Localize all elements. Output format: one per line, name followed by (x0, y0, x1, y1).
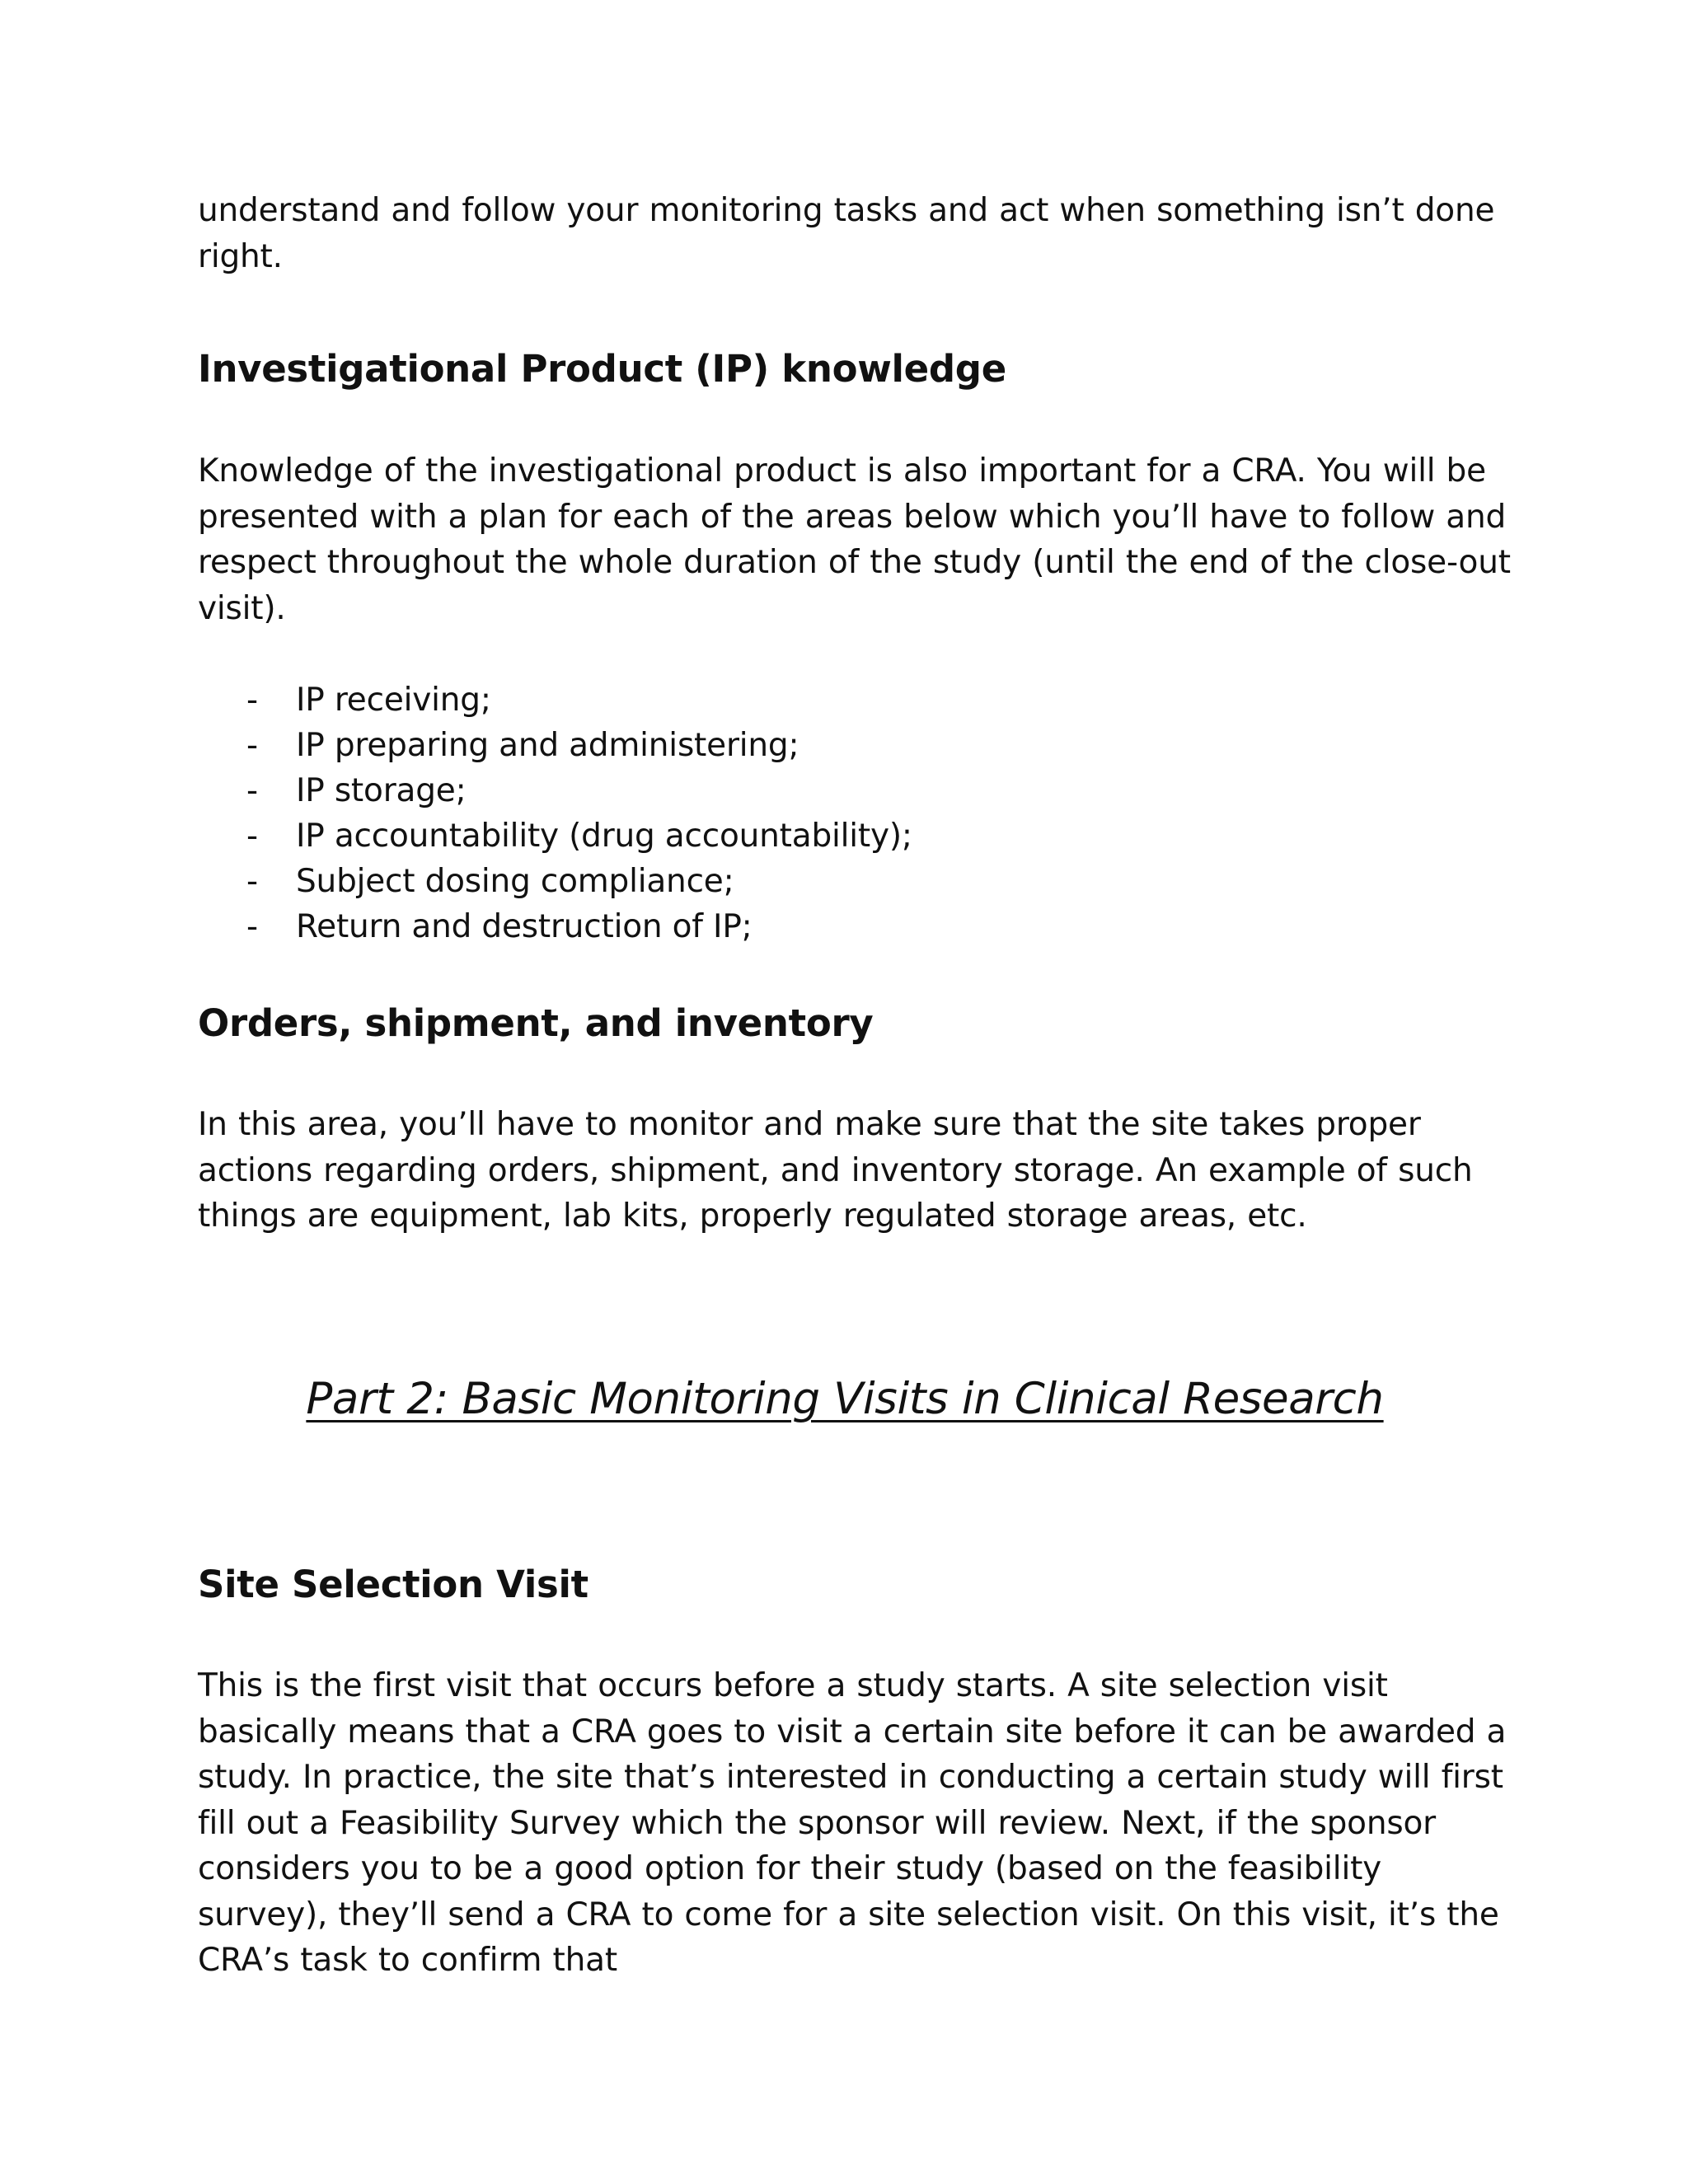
bullet-dash: - (246, 818, 258, 855)
list-item (198, 677, 1517, 723)
ip-areas-list (198, 677, 1517, 949)
list-item (198, 859, 1517, 904)
list-item-text: Return and destruction of IP; (296, 908, 753, 945)
bullet-dash: - (246, 727, 258, 764)
bullet-dash: - (246, 863, 258, 900)
heading-site-selection-visit: Site Selection Visit (198, 1563, 588, 1606)
list-item (198, 813, 1517, 859)
continuation-paragraph: understand and follow your monitoring tasks and act when something isn’t done right. (198, 192, 1495, 275)
paragraph-site-selection-visit: This is the first visit that occurs before a study starts. A site selection visit basically means that a CRA goes to visit a certain site before it can be awarded a study. In practice, the site that’s interested in conducting a certain study will first fill out a Feasibility Survey which the sponsor will review. Next, if the sponsor considers you to be a good option for their study (based on the feasibility survey), they’ll send a CRA to come for a site selection visit. On this visit, it’s the CRA’s task to confirm that (198, 1667, 1507, 1979)
paragraph-ip-knowledge: Knowledge of the investigational product is also important for a CRA. You will be presented with a plan for each of the areas below which you’ll have to follow and respect throughout the whole duration of the study (until the end of the close-out visit). (198, 452, 1511, 627)
list-item (198, 768, 1517, 813)
paragraph-orders-shipment-inventory: In this area, you’ll have to monitor and make sure that the site takes proper actions regarding orders, shipment, and inventory storage. An example of such things are equipment, lab kits, properly regulated storage areas, etc. (198, 1106, 1473, 1235)
part-title: Part 2: Basic Monitoring Visits in Clinical Research (306, 1374, 1384, 1424)
list-item-text: IP receiving; (296, 682, 491, 719)
list-item-text: IP accountability (drug accountability); (296, 818, 912, 855)
list-item-text: Subject dosing compliance; (296, 863, 734, 900)
heading-ip-knowledge: Investigational Product (IP) knowledge (198, 347, 1006, 391)
bullet-dash: - (246, 772, 258, 809)
heading-orders-shipment-inventory: Orders, shipment, and inventory (198, 1001, 874, 1045)
list-item (198, 904, 1517, 949)
bullet-dash: - (246, 682, 258, 719)
bullet-dash: - (246, 908, 258, 945)
list-item-text: IP preparing and administering; (296, 727, 799, 764)
list-item (198, 723, 1517, 768)
list-item-text: IP storage; (296, 772, 467, 809)
